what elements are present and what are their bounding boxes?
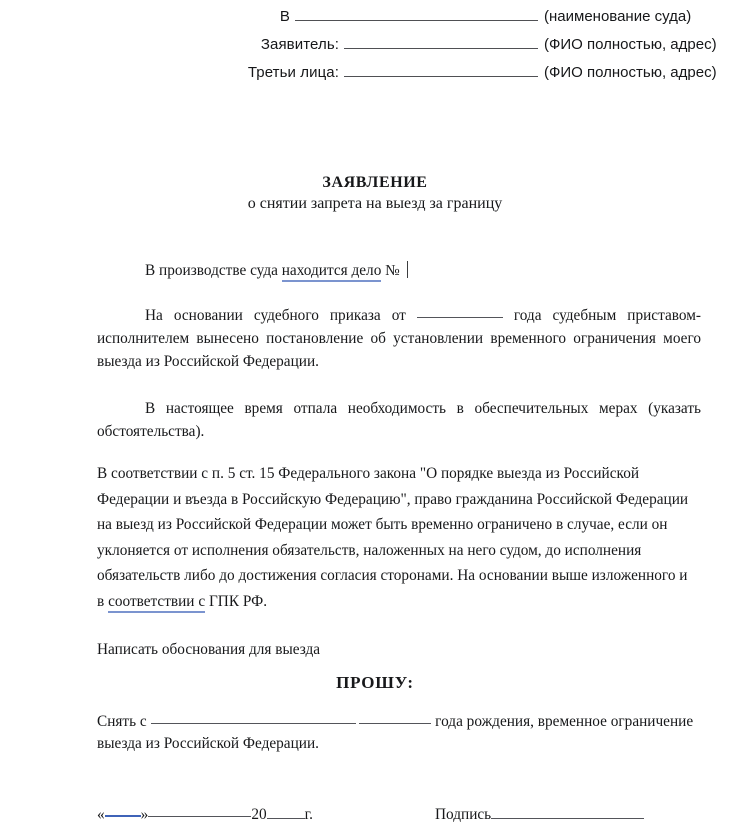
quote-close-glyph: » (140, 806, 149, 823)
signature-footer (97, 802, 705, 824)
statute-line-5: обязательств либо до достижения согласия сторонами. На основании выше изложенного и (97, 567, 688, 584)
document-subtitle: о снятии запрета на выезд за границу (247, 195, 503, 212)
order-basis-paragraph (97, 304, 701, 373)
court-name-blank[interactable] (295, 5, 538, 21)
year-suffix: г. (304, 806, 313, 823)
petition-body (97, 710, 705, 755)
document-body (97, 259, 701, 661)
document-title: ЗАЯВЛЕНИЕ (322, 174, 428, 191)
statute-line6-before: в (97, 592, 109, 610)
petition-line1-before: Снять с (97, 713, 151, 730)
petition-line1-middle: года рождения, временное ограничение (431, 713, 694, 730)
signature-blank[interactable] (491, 805, 644, 819)
statute-line-3: на выезд из Российской Федерации может быть временно ограничено в случае, если он (97, 516, 668, 533)
court-label: В (279, 8, 290, 25)
need-lapsed-paragraph: В настоящее время отпала необходимость в обеспечительных мерах (указать обстоятельства). (97, 400, 701, 440)
court-name-hint: (наименование суда) (544, 8, 692, 25)
spacer-after-need-paragraph (97, 443, 701, 461)
signature-label: Подпись (434, 806, 492, 823)
case-number-spellcheck-run: находится дело (282, 262, 382, 282)
order-basis-part2: года судебным приставом-исполнителем вынесено постановление об установлении временного ограничения моего выезда из Российской Федерации. (97, 307, 701, 370)
statute-line6-after: ГПК РФ. (205, 592, 268, 610)
third-parties-line (0, 61, 750, 89)
statute-line-2: Федерации и въезда в Российскую Федерацию", право гражданина Российской Федерации (97, 490, 689, 508)
spacer-after-statute (97, 614, 701, 638)
applicant-label: Заявитель: (260, 36, 339, 53)
third-parties-label: Третьи лица: (247, 64, 339, 81)
statute-line-4: уклоняется от исполнения обязательств, наложенных на него судом, до исполнения (97, 541, 642, 559)
statute-line-6 (97, 589, 701, 615)
year-blank[interactable] (267, 805, 305, 819)
statute-spellcheck-run: соответствии с (108, 593, 205, 613)
petition-line-1 (97, 710, 705, 733)
month-blank[interactable] (148, 803, 251, 817)
addressee-header (0, 5, 750, 89)
third-parties-hint: (ФИО полностью, адрес) (544, 64, 717, 81)
case-number-text-before: В производстве суда (145, 262, 282, 279)
justification-note: Написать обоснования для выезда (97, 641, 321, 658)
case-number-text-after: № (381, 262, 400, 279)
spacer-after-order-paragraph (97, 373, 701, 397)
date-field[interactable] (97, 802, 251, 824)
case-number-paragraph[interactable] (97, 259, 701, 282)
quote-open-glyph: « (97, 806, 105, 823)
petition-line-2: выезда из Российской Федерации. (97, 735, 319, 752)
court-name-line (0, 5, 750, 33)
petition-birthyear-blank[interactable] (359, 710, 431, 724)
petition-person-blank[interactable] (151, 710, 356, 724)
day-blank[interactable] (105, 802, 141, 817)
order-basis-part1: На основании судебного приказа от (145, 307, 417, 324)
spacer-after-case-line (97, 282, 701, 304)
text-caret (407, 261, 408, 278)
order-date-blank[interactable] (417, 304, 503, 318)
petition-heading: ПРОШУ: (336, 673, 414, 692)
year-prefix: 20 (251, 806, 267, 823)
third-parties-blank[interactable] (344, 61, 538, 77)
statute-citation-block (97, 461, 701, 614)
applicant-blank[interactable] (344, 33, 538, 49)
statute-line-1: В соответствии с п. 5 ст. 15 Федерального закона "О порядке выезда из Российской (97, 465, 640, 482)
applicant-line (0, 33, 750, 61)
applicant-hint: (ФИО полностью, адрес) (544, 36, 717, 53)
